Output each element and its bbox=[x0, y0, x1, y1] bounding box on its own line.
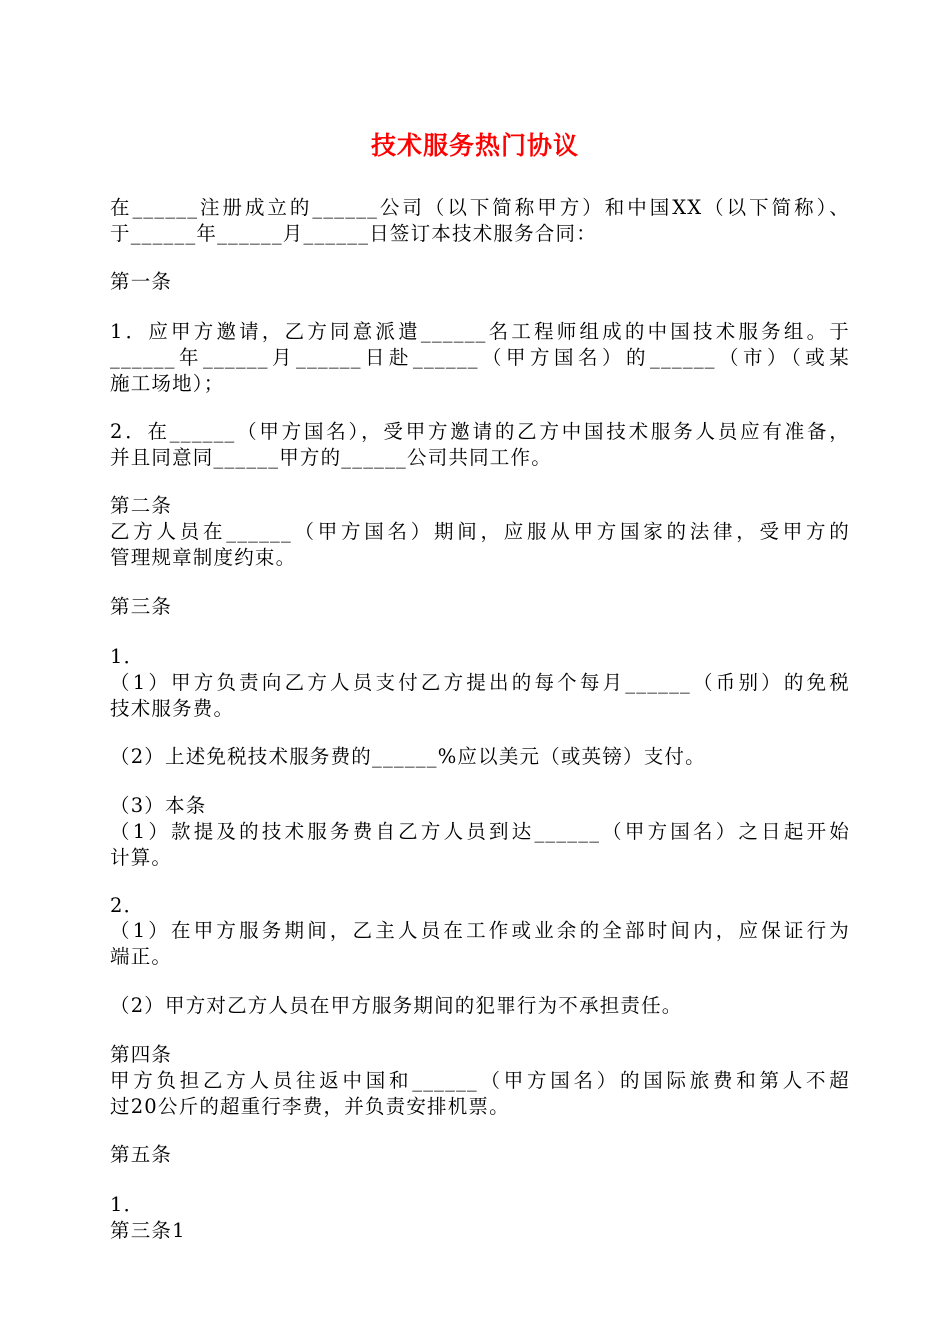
article-heading: 第五条 bbox=[110, 1143, 173, 1166]
article-heading: 第三条 bbox=[110, 595, 173, 618]
paragraph-line: （1）在甲方服务期间，乙主人员在工作或业余的全部时间内，应保证行为 bbox=[110, 919, 850, 942]
paragraph-line: 1．应甲方邀请，乙方同意派遣______名工程师组成的中国技术服务组。于 bbox=[110, 320, 850, 343]
paragraph-line: 在______注册成立的______公司（以下简称甲方）和中国XX（以下简称）、 bbox=[110, 196, 850, 219]
paragraph-line: （1）款提及的技术服务费自乙方人员到达______（甲方国名）之日起开始 bbox=[110, 820, 850, 843]
paragraph-line: ______年______月______日赴______（甲方国名）的______（市）（或某 bbox=[110, 346, 850, 369]
paragraph-line: 过20公斤的超重行李费，并负责安排机票。 bbox=[110, 1095, 510, 1118]
article-heading: 第二条 bbox=[110, 494, 173, 517]
clause-number: 1． bbox=[110, 1193, 145, 1216]
clause-number: 1． bbox=[110, 645, 145, 668]
paragraph-line: 管理规章制度约束。 bbox=[110, 546, 297, 569]
paragraph-line: 2．在______（甲方国名），受甲方邀请的乙方中国技术服务人员应有准备， bbox=[110, 420, 850, 443]
paragraph-line: 第三条1 bbox=[110, 1219, 186, 1242]
document-title: 技术服务热门协议 bbox=[370, 131, 579, 160]
paragraph-line: 施工场地）； bbox=[110, 372, 225, 395]
paragraph-line: （1）甲方负责向乙方人员支付乙方提出的每个每月______（币别）的免税 bbox=[110, 671, 850, 694]
paragraph-line: 端正。 bbox=[110, 945, 173, 968]
paragraph-line: 技术服务费。 bbox=[110, 697, 235, 720]
clause-number: 2． bbox=[110, 894, 145, 917]
paragraph-line: （2）甲方对乙方人员在甲方服务期间的犯罪行为不承担责任。 bbox=[110, 994, 683, 1017]
article-heading: 第四条 bbox=[110, 1043, 173, 1066]
article-heading: 第一条 bbox=[110, 270, 173, 293]
paragraph-line: 并且同意同______甲方的______公司共同工作。 bbox=[110, 446, 552, 469]
paragraph-line: （2）上述免税技术服务费的______%应以美元（或英镑）支付。 bbox=[110, 745, 706, 768]
paragraph-line: 计算。 bbox=[110, 846, 173, 869]
paragraph-line: 乙方人员在______（甲方国名）期间，应服从甲方国家的法律，受甲方的 bbox=[110, 520, 850, 543]
paragraph-line: 于______年______月______日签订本技术服务合同： bbox=[110, 222, 597, 245]
paragraph-line: 甲方负担乙方人员往返中国和______（甲方国名）的国际旅费和第人不超 bbox=[110, 1069, 850, 1092]
paragraph-line: （3）本条 bbox=[110, 794, 207, 817]
